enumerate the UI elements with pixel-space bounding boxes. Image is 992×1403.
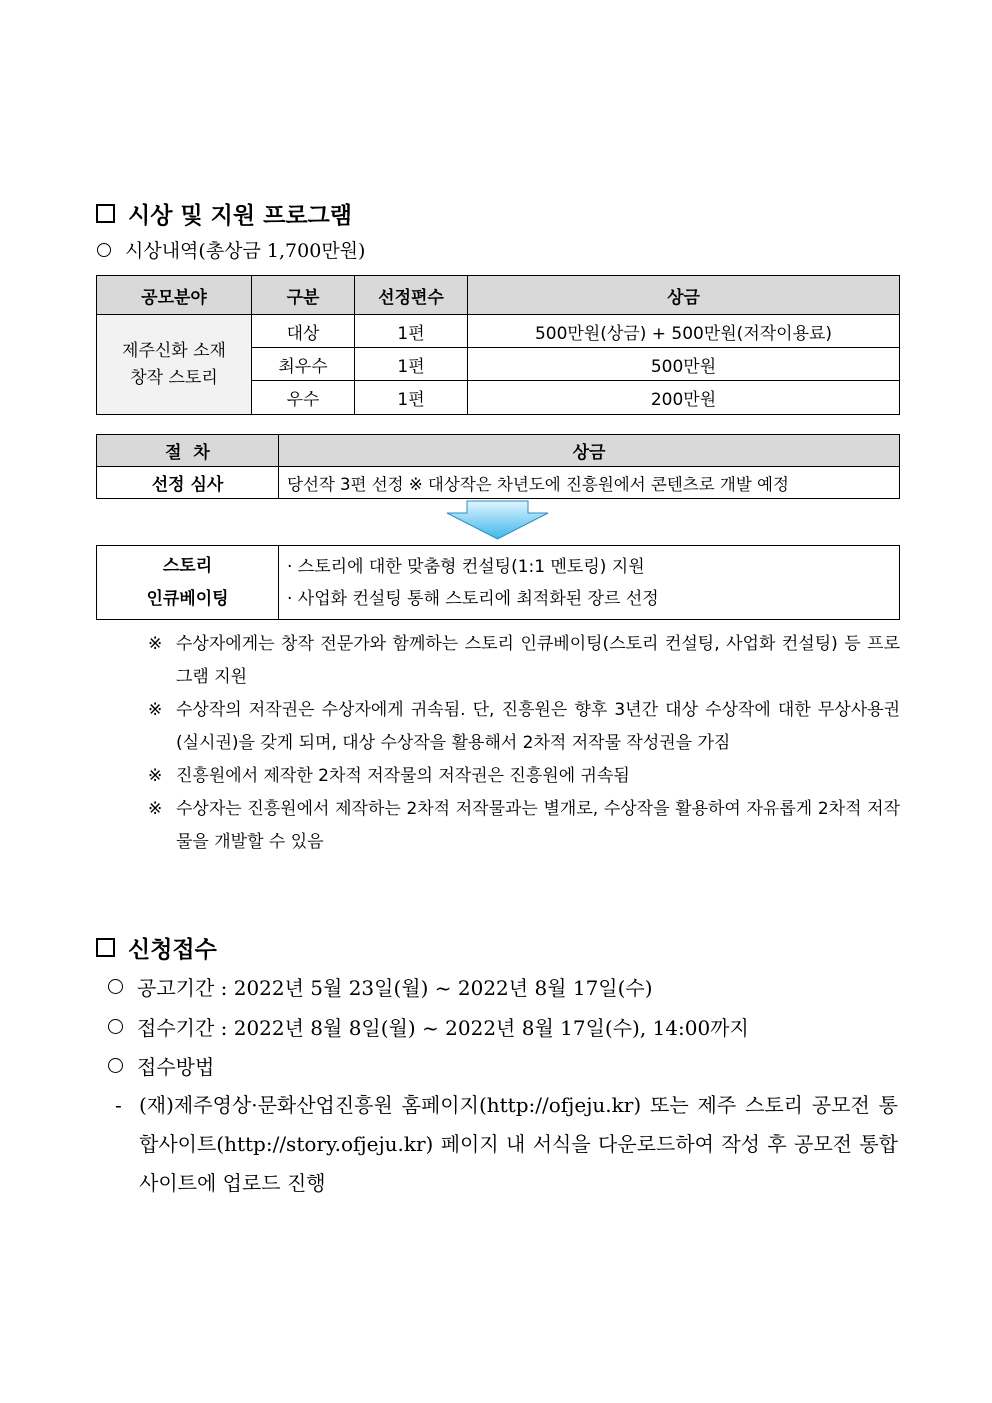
info-text: 접수기간 : 2022년 8월 8일(월) ~ 2022년 8월 17일(수), 14:00까지 (137, 1016, 749, 1040)
table-row (97, 315, 900, 348)
table-header: 상금 (468, 276, 900, 315)
note-mark: ※ (148, 634, 163, 654)
note-item (148, 760, 900, 793)
incubation-table (96, 545, 900, 620)
subsection-title: 시상내역(총상금 1,700만원) (125, 240, 366, 262)
note-mark: ※ (148, 700, 163, 720)
table-header: 공모분야 (97, 276, 252, 315)
table-header: 상금 (279, 435, 900, 467)
note-text: 수상작의 저작권은 수상자에게 귀속됨. 단, 진흥원은 향후 3년간 대상 수상작에 대한 무상사용권(실시권)을 갖게 되며, 대상 수상작을 활용해서 2차적 저작물 작성권을 가짐 (176, 700, 900, 753)
grade-cell: 우수 (252, 381, 355, 415)
count-cell: 1편 (355, 348, 468, 381)
table-header: 절 차 (97, 435, 279, 467)
method-description (115, 1086, 898, 1203)
incubation-item: · 사업화 컨설팅 통해 스토리에 최적화된 장르 선정 (287, 588, 659, 609)
prize-cell: 200만원 (468, 381, 900, 415)
circle-bullet-icon (108, 1058, 123, 1073)
notes-list (148, 628, 900, 859)
table-header: 구분 (252, 276, 355, 315)
info-line-announcement (108, 972, 653, 1001)
note-mark: ※ (148, 766, 163, 786)
incubation-label-line: 스토리 (162, 555, 213, 576)
step-cell: 선정 심사 (97, 467, 279, 499)
note-mark: ※ (148, 799, 163, 819)
incubation-items-cell (279, 546, 900, 620)
note-item (148, 793, 900, 859)
checkbox-icon (96, 938, 115, 957)
dash-mark: - (115, 1093, 122, 1117)
award-table (96, 275, 900, 415)
section-title: 시상 및 지원 프로그램 (128, 202, 352, 229)
subsection-heading-prizes (97, 236, 365, 263)
section-heading-application (96, 931, 217, 964)
table-row (97, 546, 900, 620)
circle-bullet-icon (97, 243, 111, 257)
incubation-label-line: 인큐베이팅 (146, 588, 229, 609)
count-cell: 1편 (355, 315, 468, 348)
table-header-row (97, 276, 900, 315)
grade-cell: 최우수 (252, 348, 355, 381)
circle-bullet-icon (108, 979, 123, 994)
note-text: 수상자는 진흥원에서 제작하는 2차적 저작물과는 별개로, 수상작을 활용하여 자유롭게 2차적 저작물을 개발할 수 있음 (176, 799, 900, 852)
prize-cell: 500만원(상금) + 500만원(저작이용료) (468, 315, 900, 348)
info-line-method (108, 1051, 214, 1080)
field-line: 창작 스토리 (130, 367, 218, 388)
note-text: 수상자에게는 창작 전문가와 함께하는 스토리 인큐베이팅(스토리 컨설팅, 사업화 컨설팅) 등 프로그램 지원 (176, 634, 900, 687)
method-text: (재)제주영상·문화산업진흥원 홈페이지(http://ofjeju.kr) 또는 제주 스토리 공모전 통합사이트(http://story.ofjeju.kr) 페이지 내 서식을 다운로드하여 작성 후 공모전 통합사이트에 업로드 진행 (139, 1093, 898, 1195)
grade-cell: 대상 (252, 315, 355, 348)
incubation-item: · 스토리에 대한 맞춤형 컨설팅(1:1 멘토링) 지원 (287, 556, 645, 577)
section-heading-awards (96, 197, 352, 230)
table-header: 선정편수 (355, 276, 468, 315)
note-item (148, 628, 900, 694)
procedure-table (96, 434, 900, 499)
info-text: 접수방법 (137, 1055, 215, 1079)
info-text: 공고기간 : 2022년 5월 23일(월) ~ 2022년 8월 17일(수) (137, 976, 653, 1000)
note-text: 진흥원에서 제작한 2차적 저작물의 저작권은 진흥원에 귀속됨 (176, 766, 630, 786)
section-title: 신청접수 (128, 936, 217, 963)
table-row (97, 467, 900, 499)
down-arrow-icon (445, 500, 550, 542)
table-header-row (97, 435, 900, 467)
step-description: 당선작 3편 선정 ※ 대상작은 차년도에 진흥원에서 콘텐츠로 개발 예정 (279, 467, 900, 499)
prize-cell: 500만원 (468, 348, 900, 381)
field-cell (97, 315, 252, 415)
count-cell: 1편 (355, 381, 468, 415)
checkbox-icon (96, 204, 115, 223)
info-line-submission (108, 1012, 749, 1041)
field-line: 제주신화 소재 (122, 340, 226, 361)
note-item (148, 694, 900, 760)
circle-bullet-icon (108, 1019, 123, 1034)
incubation-label-cell (97, 546, 279, 620)
